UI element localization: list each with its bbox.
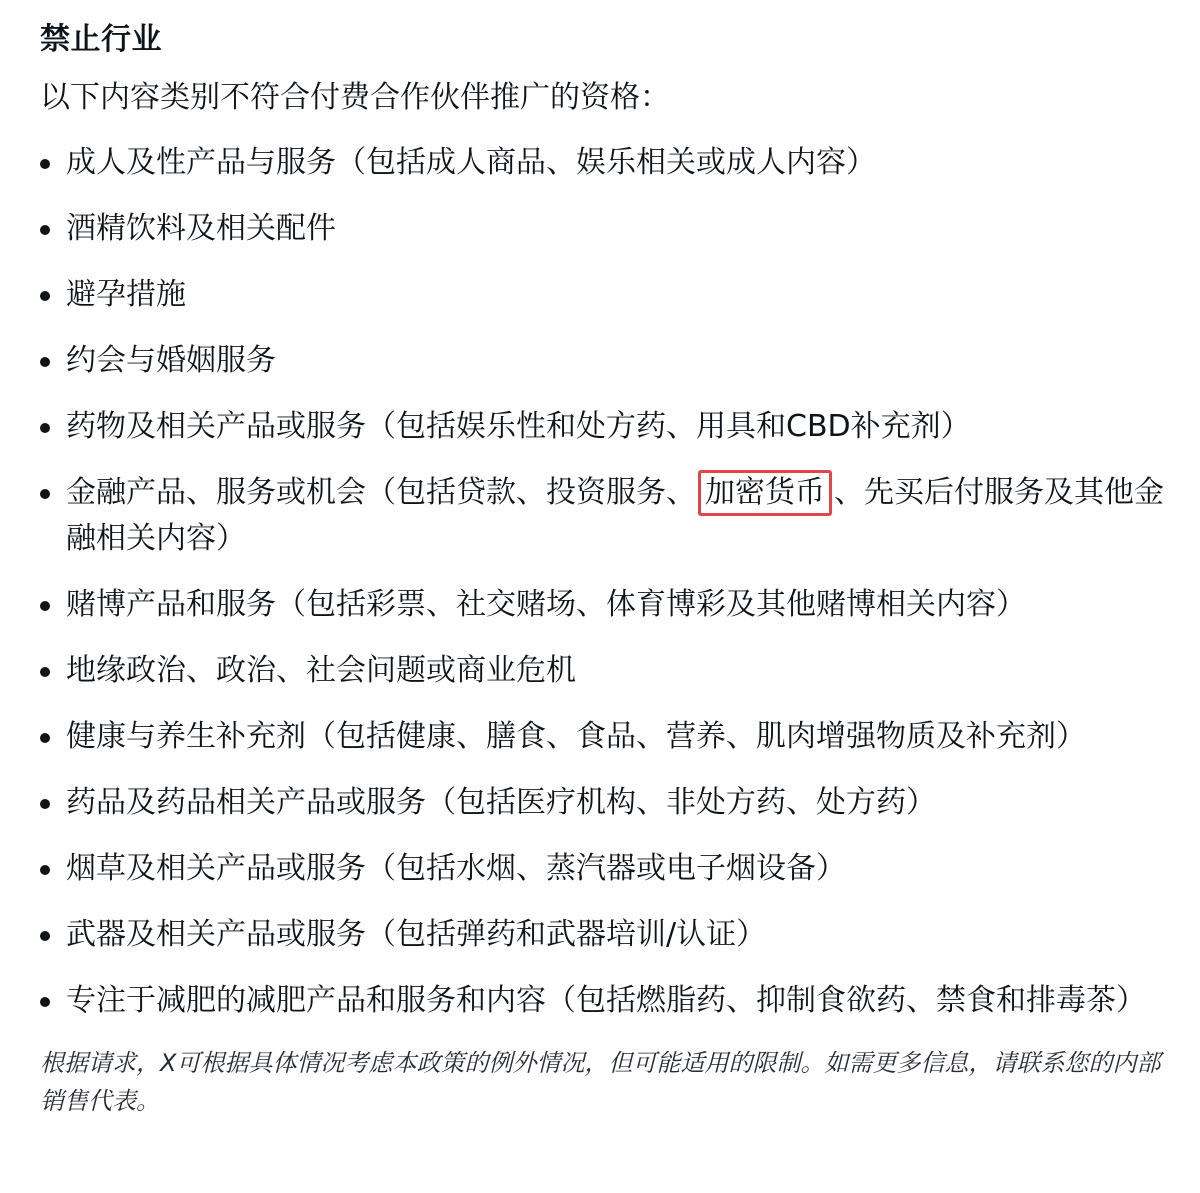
prohibited-list (40, 140, 1170, 1024)
bullet-icon (40, 733, 50, 743)
bullet-icon (40, 931, 50, 941)
list-item: 赌博产品和服务（包括彩票、社交赌场、体育博彩及其他赌博相关内容） (40, 582, 1170, 628)
list-item: 药品及药品相关产品或服务（包括医疗机构、非处方药、处方药） (40, 780, 1170, 826)
bullet-icon (40, 291, 50, 301)
bullet-icon (40, 601, 50, 611)
list-item-finance (40, 470, 1170, 562)
list-item: 专注于减肥的减肥产品和服务和内容（包括燃脂药、抑制食欲药、禁食和排毒茶） (40, 978, 1170, 1024)
bullet-icon (40, 667, 50, 677)
bullet-icon (40, 225, 50, 235)
list-item: 药物及相关产品或服务（包括娱乐性和处方药、用具和CBD补充剂） (40, 404, 1170, 450)
list-item: 约会与婚姻服务 (40, 338, 1170, 384)
bullet-icon (40, 997, 50, 1007)
bullet-icon (40, 357, 50, 367)
list-item: 避孕措施 (40, 272, 1170, 318)
finance-text-before: 金融产品、服务或机会（包括贷款、投资服务、 (66, 475, 696, 510)
section-heading: 禁止行业 (40, 22, 162, 57)
list-item: 武器及相关产品或服务（包括弹药和武器培训/认证） (40, 912, 1170, 958)
bullet-icon (40, 423, 50, 433)
bullet-icon (40, 865, 50, 875)
intro-text: 以下内容类别不符合付费合作伙伴推广的资格： (40, 80, 670, 115)
finance-text-after: 、先买后付服务及其他金融相关内容） (66, 475, 1164, 556)
crypto-highlight: 加密货币 (698, 470, 832, 516)
list-item: 成人及性产品与服务（包括成人商品、娱乐相关或成人内容） (40, 140, 1170, 186)
list-item: 酒精饮料及相关配件 (40, 206, 1170, 252)
list-item: 烟草及相关产品或服务（包括水烟、蒸汽器或电子烟设备） (40, 846, 1170, 892)
footnote: 根据请求，X可根据具体情况考虑本政策的例外情况，但可能适用的限制。如需更多信息，请联系您的内部销售代表。 (40, 1049, 1161, 1115)
list-item: 健康与养生补充剂（包括健康、膳食、食品、营养、肌肉增强物质及补充剂） (40, 714, 1170, 760)
bullet-icon (40, 799, 50, 809)
bullet-icon (40, 159, 50, 169)
prohibited-industries-section (40, 18, 1170, 1120)
bullet-icon (40, 489, 50, 499)
list-item: 地缘政治、政治、社会问题或商业危机 (40, 648, 1170, 694)
